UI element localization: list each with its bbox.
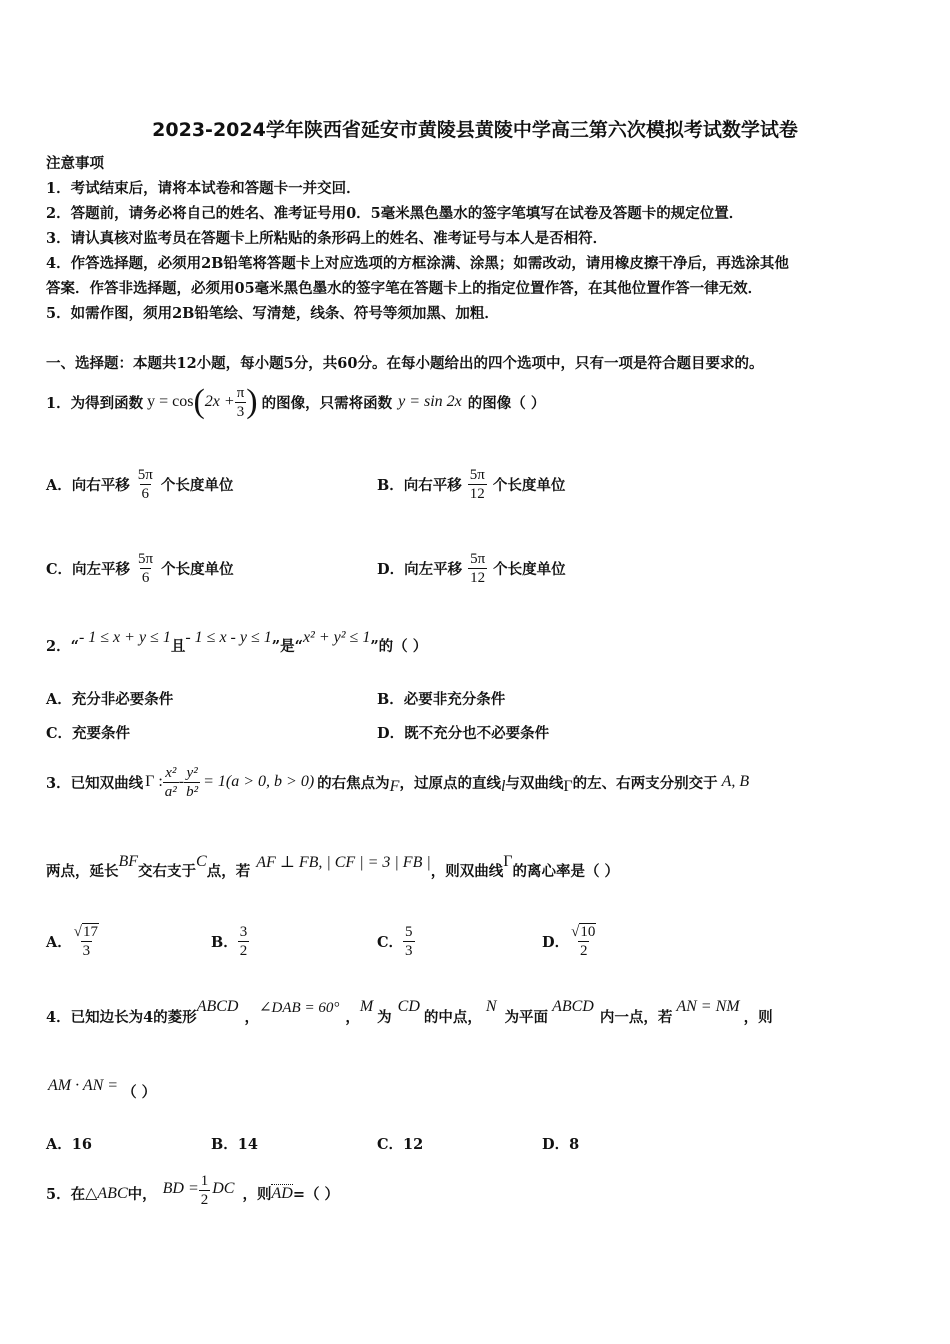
q3-text: ，则双曲线 (430, 862, 504, 880)
option-label: D． (542, 933, 570, 951)
q4-option-a[interactable]: A．16 (46, 1136, 92, 1153)
q3-text: 的左、右两支分别交于 (572, 774, 718, 792)
q3-text: 的右焦点为 (317, 774, 390, 792)
q1-pi: π (236, 384, 245, 401)
q3-option-d[interactable] (542, 916, 598, 966)
q5-prefix: 5．在 (46, 1185, 86, 1203)
frac-num: 5π (470, 550, 486, 567)
q5-suffix: =（ ） (292, 1185, 340, 1203)
option-label: C． (377, 933, 404, 951)
q1-option-c[interactable] (46, 546, 234, 590)
q1-right-paren: ) (246, 383, 258, 420)
q2-option-b[interactable]: B．必要非充分条件 (377, 691, 506, 708)
question-3 (46, 756, 749, 808)
option-unit: 个长度单位 (160, 476, 234, 494)
frac-den: 2 (579, 942, 588, 959)
q4-text: 的中点， (423, 1008, 482, 1026)
frac-num: 5π (469, 466, 485, 483)
q2-and: 且 (170, 637, 186, 655)
option-unit: 个长度单位 (161, 560, 234, 578)
q3-BF: BF (118, 853, 139, 870)
q1-three: 3 (236, 403, 245, 420)
sqrt-radicand: 10 (580, 923, 596, 940)
q4-prefix: 4．已知边长为4的菱形 (46, 1008, 197, 1026)
q1-suffix: 的图像（ ） (467, 394, 546, 412)
frac-num: 1 (200, 1172, 209, 1189)
q3-text: 的离心率是（ ） (512, 862, 620, 880)
q4-paren: （ ） (122, 1083, 157, 1101)
q5-text: ，则 (242, 1185, 272, 1203)
frac-den: 6 (141, 569, 150, 586)
option-label: C．向左平移 (46, 560, 131, 578)
q3-condition: = 1(a > 0, b > 0) (203, 773, 315, 790)
q4-text: ，则 (743, 1008, 773, 1026)
q1-left-paren: ( (193, 383, 205, 420)
frac-den: 2 (239, 942, 248, 959)
notice-item: 1．考试结束后，请将本试卷和答题卡一并交回． (46, 180, 361, 197)
q3-prefix: 3．已知双曲线 (46, 774, 144, 792)
question-4-line-2 (48, 1076, 156, 1106)
frac-den: 3 (405, 942, 413, 959)
frac-num: y² (186, 764, 198, 781)
q5-triangle: △ABC (85, 1185, 128, 1202)
q3-gamma-3: Γ (503, 853, 513, 870)
q3-minus: - (178, 773, 185, 790)
q3-gamma: Γ : (145, 773, 163, 790)
q2-condition-1: - 1 ≤ x + y ≤ 1 (78, 629, 171, 646)
q3-F: F (389, 778, 400, 795)
q2-option-c[interactable]: C．充要条件 (46, 725, 131, 742)
option-label: B．向右平移 (377, 476, 462, 494)
question-5 (46, 1168, 339, 1218)
frac-den: a² (164, 783, 177, 800)
frac-num: x² (165, 764, 177, 781)
option-fraction (468, 466, 487, 503)
q4-text: 为 (377, 1008, 392, 1026)
q4-CD: CD (397, 998, 420, 1015)
option-unit: 个长度单位 (492, 476, 566, 494)
q5-lhs: BD = (162, 1180, 199, 1197)
q2-prefix: 2．“ (46, 637, 79, 655)
question-2 (46, 628, 427, 662)
option-label: A．向右平移 (46, 476, 130, 494)
notice-item: 5．如需作图，须用2B铅笔绘、写清楚，线条、符号等须加黑、加粗． (46, 305, 499, 322)
q4-option-d[interactable]: D．8 (542, 1136, 580, 1153)
q5-vector-AD: AD (271, 1184, 293, 1202)
option-fraction (72, 923, 101, 960)
q1-pi-over-3 (235, 384, 247, 421)
frac-den: 12 (469, 485, 485, 502)
q3-text: 与双曲线 (505, 774, 564, 792)
q3-text: ，过原点的直线 (399, 774, 501, 792)
frac-den: b² (186, 783, 199, 800)
sqrt-radicand: 17 (83, 923, 98, 940)
notice-item: 2．答题前，请务必将自己的姓名、准考证号用0．5毫米黑色墨水的签字笔填写在试卷及答题卡的规定位置． (46, 205, 744, 222)
frac-den: 2 (200, 1191, 209, 1208)
q3-option-a[interactable] (46, 916, 101, 966)
section-heading: 一、选择题：本题共12小题，每小题5分，共60分。在每小题给出的四个选项中，只有一项是符合题目要求的。 (46, 355, 764, 372)
q3-option-c[interactable] (377, 916, 415, 966)
q5-half (199, 1172, 211, 1209)
q3-l: l (500, 778, 506, 795)
option-fraction (136, 466, 155, 503)
q4-ABCD: ABCD (196, 998, 239, 1015)
option-fraction (569, 923, 598, 960)
q4-option-b[interactable]: B．14 (211, 1136, 258, 1153)
notice-heading: 注意事项 (46, 155, 104, 172)
frac-num: 3 (239, 923, 248, 940)
q4-text: 内一点，若 (599, 1008, 673, 1026)
q2-option-d[interactable]: D．既不充分也不必要条件 (377, 725, 550, 742)
q3-text: 点，若 (206, 862, 251, 880)
q3-text: 交右支于 (138, 862, 197, 880)
frac-num: 5π (138, 550, 154, 567)
q1-option-b[interactable] (377, 462, 565, 506)
q3-AB: A, B (721, 773, 750, 790)
q3-y-frac (184, 764, 200, 801)
q1-mid: 的图像，只需将函数 (261, 394, 393, 412)
q1-option-a[interactable] (46, 462, 233, 506)
q4-angle: ∠DAB = 60° (258, 999, 340, 1016)
notice-item: 答案．作答非选择题，必须用05毫米黑色墨水的签字笔在答题卡上的指定位置作答，在其他位置作答一律无效． (46, 280, 763, 297)
q4-text: 为平面 (504, 1008, 549, 1026)
frac-num: 5 (405, 923, 413, 940)
question-1 (46, 378, 545, 426)
q2-option-a[interactable]: A．充分非必要条件 (46, 691, 174, 708)
q3-x-frac (163, 764, 179, 801)
q3-C: C (196, 853, 207, 870)
frac-den: 12 (470, 569, 486, 586)
q2-is: ”是“ (271, 637, 303, 655)
q3-option-b[interactable] (211, 916, 249, 966)
page-title: 2023-2024学年陕西省延安市黄陵县黄陵中学高三第六次模拟考试数学试卷 (152, 119, 798, 141)
option-label: B． (211, 933, 238, 951)
frac-num: √10 (571, 923, 596, 940)
q5-rhs: DC (212, 1180, 235, 1197)
q4-expression: AM · AN = (48, 1077, 119, 1094)
q4-ABCD-2: ABCD (552, 998, 594, 1015)
frac-den: 3 (82, 942, 91, 959)
q4-N: N (485, 998, 497, 1015)
q1-function-sin: y = sin 2x (398, 393, 462, 410)
q1-prefix: 1．为得到函数 (46, 394, 144, 412)
q1-option-d[interactable] (377, 546, 566, 590)
option-fraction (403, 923, 415, 960)
option-fraction (238, 923, 250, 960)
notice-item: 3．请认真核对监考员在答题卡上所粘贴的条形码上的姓名、准考证号与本人是否相符． (46, 230, 608, 247)
q5-text: 中， (127, 1185, 157, 1203)
q4-M: M (359, 998, 374, 1015)
q3-text: 两点，延长 (46, 862, 119, 880)
q4-comma: ， (244, 1008, 259, 1026)
frac-num: 5π (137, 466, 153, 483)
notice-item: 4．作答选择题，必须用2B铅笔将答题卡上对应选项的方框涂满、涂黑；如需改动，请用橡皮擦干净后，再选涂其他 (46, 255, 789, 272)
question-4 (46, 996, 773, 1036)
q2-suffix: ”的（ ） (370, 637, 428, 655)
q4-equation: AN = NM (676, 998, 740, 1015)
q3-condition-2: AF ⊥ FB, | CF | = 3 | FB | (256, 854, 431, 871)
q1-function-cos: y = cos (147, 393, 194, 410)
q2-condition-2: - 1 ≤ x - y ≤ 1 (185, 629, 272, 646)
option-label: A． (46, 933, 72, 951)
q4-comma: ， (345, 1008, 360, 1026)
option-fraction (136, 550, 155, 587)
frac-den: 6 (141, 485, 150, 502)
q2-condition-3: x² + y² ≤ 1 (302, 629, 371, 646)
question-3-line-2 (46, 852, 619, 888)
q1-inner: 2x + (204, 393, 235, 410)
option-unit: 个长度单位 (493, 560, 566, 578)
option-fraction (468, 550, 487, 587)
option-label: D．向左平移 (377, 560, 463, 578)
q4-option-c[interactable]: C．12 (377, 1136, 424, 1153)
q3-gamma-2: Γ (563, 778, 573, 795)
frac-num: √17 (73, 923, 98, 940)
